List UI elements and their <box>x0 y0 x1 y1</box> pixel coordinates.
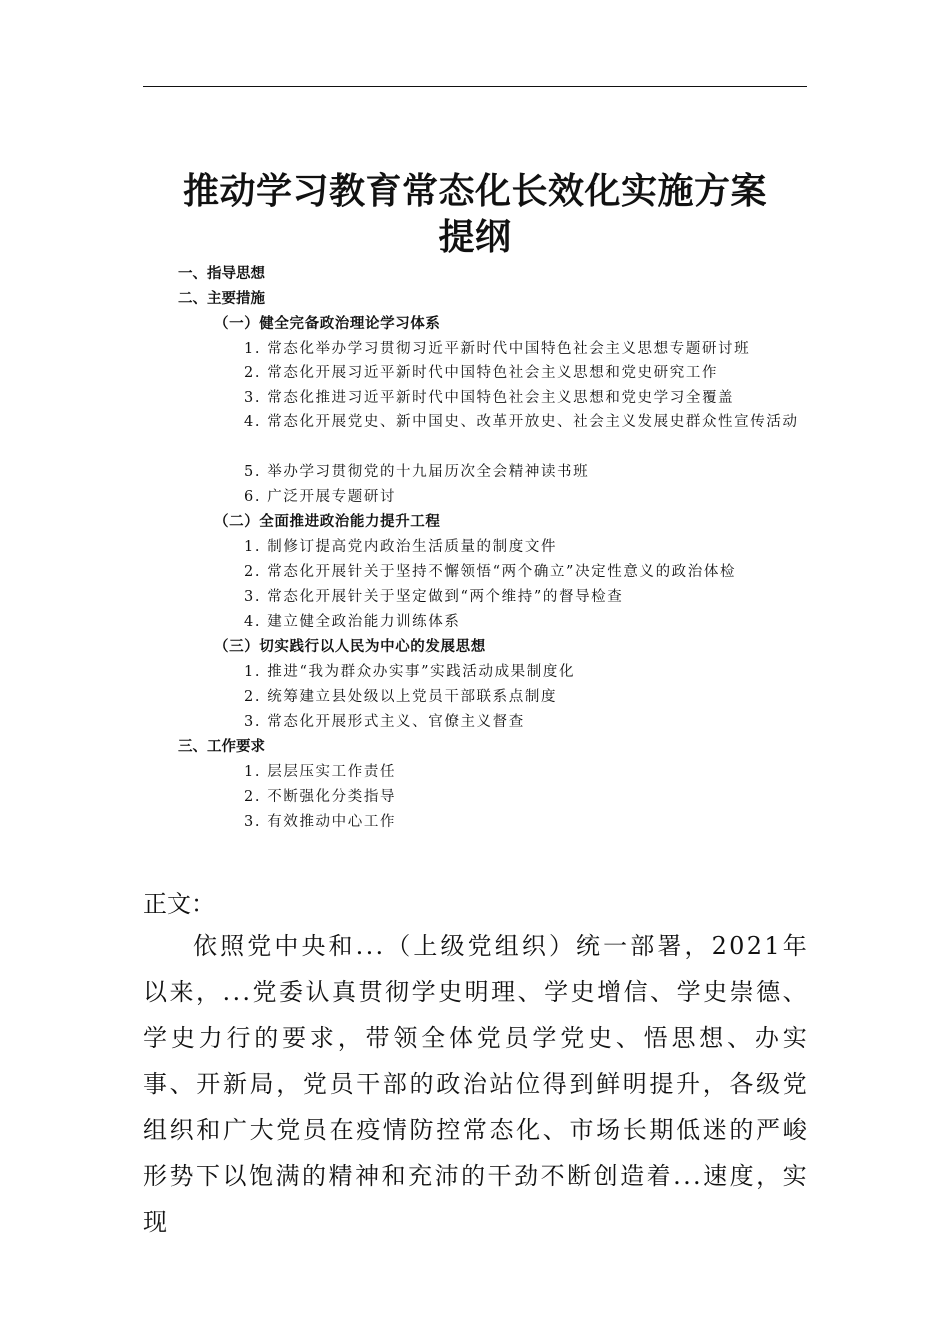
outline-item: 2. 统筹建立县处级以上党员干部联系点制度 <box>244 689 558 705</box>
body-paragraph: 依照党中央和...（上级党组织）统一部署，2021年以来，...党委认真贯彻学史明理、学史增信、学史崇德、学史力行的要求，带领全体党员学党史、悟思想、办实事、开新局，党员干部的政治站位得到鲜明提升，各级党组织和广大党员在疫情防控常态化、市场长期低迷的严峻形势下以饱满的精神和充沛的干劲不断创造着...速度，实现 <box>143 932 809 1236</box>
outline-item: 3. 常态化开展针关于坚定做到“两个维持”的督导检查 <box>244 589 624 605</box>
document-title: 推动学习教育常态化长效化实施方案 <box>182 171 767 212</box>
outline-subsection-2-3: （三）切实践行以人民为中心的发展思想 <box>214 638 486 655</box>
outline-subsection-2-1: （一）健全完备政治理论学习体系 <box>214 315 441 332</box>
outline-item: 1. 常态化举办学习贯彻习近平新时代中国特色社会主义思想专题研讨班 <box>244 341 751 357</box>
outline-item: 2. 常态化开展习近平新时代中国特色社会主义思想和党史研究工作 <box>244 365 719 381</box>
outline-section-1: 一、指导思想 <box>178 266 265 282</box>
outline-item: 3. 有效推动中心工作 <box>244 814 397 830</box>
document-subtitle: 提纲 <box>438 217 512 258</box>
outline-subsection-2-2: （二）全面推进政治能力提升工程 <box>214 513 441 530</box>
body-label: 正文： <box>143 890 215 918</box>
outline-item: 2. 常态化开展针关于坚持不懈领悟“两个确立”决定性意义的政治体检 <box>244 564 737 580</box>
outline-item: 1. 推进“我为群众办实事”实践活动成果制度化 <box>244 664 576 680</box>
outline-item: 5. 举办学习贯彻党的十九届历次全会精神读书班 <box>244 464 590 480</box>
outline-item: 6. 广泛开展专题研讨 <box>244 489 397 505</box>
outline-item: 3. 常态化开展形式主义、官僚主义督查 <box>244 714 525 730</box>
outline-item: 1. 制修订提高党内政治生活质量的制度文件 <box>244 539 558 555</box>
outline-section-2: 二、主要措施 <box>178 291 265 307</box>
outline-item: 4. 常态化开展党史、新中国史、改革开放史、社会主义发展史群众性宣传活动 <box>244 414 799 430</box>
outline-item: 1. 层层压实工作责任 <box>244 764 397 780</box>
outline-item: 4. 建立健全政治能力训练体系 <box>244 614 461 630</box>
outline-section-3: 三、工作要求 <box>178 739 265 755</box>
header-rule <box>143 86 807 87</box>
outline-item: 2. 不断强化分类指导 <box>244 789 397 805</box>
outline-item: 3. 常态化推进习近平新时代中国特色社会主义思想和党史学习全覆盖 <box>244 390 735 406</box>
